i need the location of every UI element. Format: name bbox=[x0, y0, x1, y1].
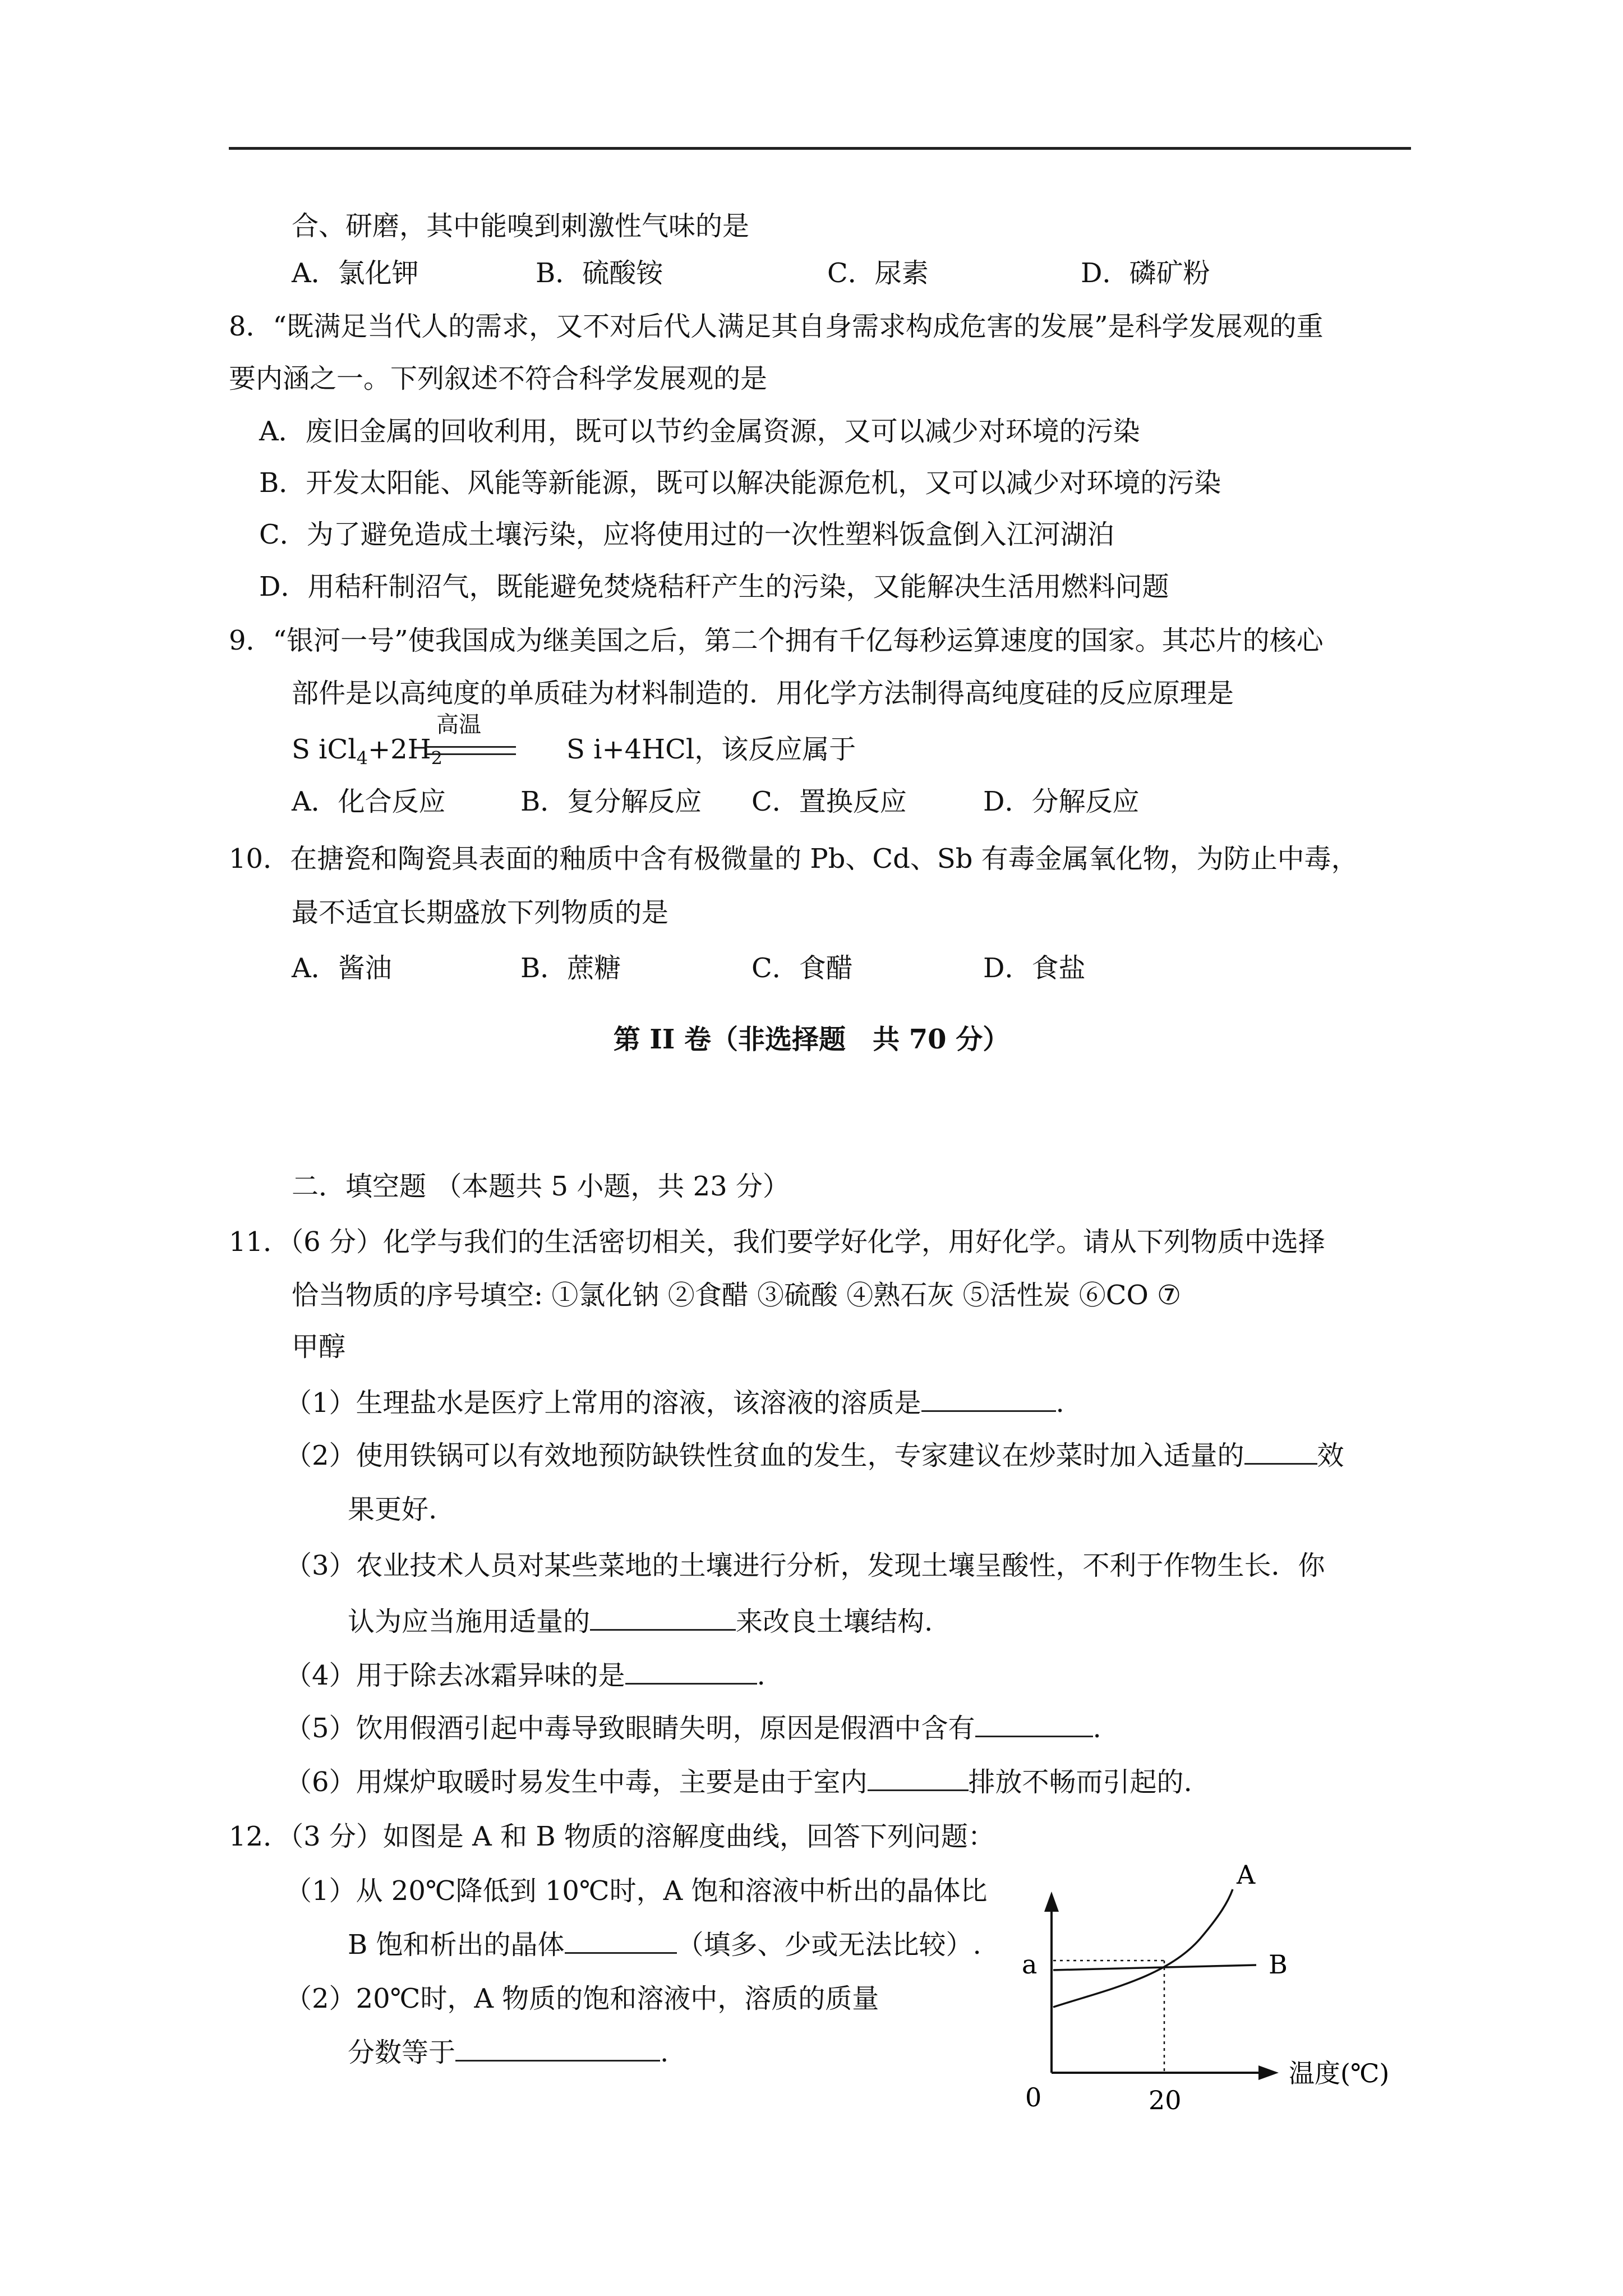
q11-stem-line3: 甲醇 bbox=[292, 1331, 346, 1363]
q11-sub2-cont: 果更好. bbox=[348, 1494, 437, 1525]
q12-sub1-cont: B 饱和析出的晶体 （填多、少或无法比较）. bbox=[348, 1927, 981, 1962]
q11-sub4: （4）用于除去冰霜异味的是 . bbox=[285, 1658, 766, 1693]
q11-sub5: （5）饮用假酒引起中毒导致眼睛失明，原因是假酒中含有 . bbox=[285, 1711, 1101, 1746]
q9-option-d: D．分解反应 bbox=[983, 786, 1140, 817]
q7-option-a: A．氯化钾 bbox=[292, 257, 419, 289]
q12-sub2-cont: 分数等于 . bbox=[348, 2035, 668, 2070]
q9-equation-right: S i+4HCl，该反应属于 bbox=[566, 734, 856, 765]
q12-sub1: （1）从 20℃降低到 10℃时，A 饱和溶液中析出的晶体比 bbox=[285, 1875, 988, 1907]
section-heading-fill-in: 二．填空题 （本题共 5 小题，共 23 分） bbox=[292, 1171, 790, 1202]
q10-option-d: D．食盐 bbox=[983, 953, 1086, 984]
q7-option-b: B．硫酸铵 bbox=[536, 257, 663, 289]
solubility-curve-figure bbox=[998, 1846, 1413, 2115]
q9-option-a: A．化合反应 bbox=[292, 786, 446, 817]
answer-blank[interactable] bbox=[1244, 1438, 1317, 1465]
curve-b bbox=[1053, 1965, 1256, 1970]
q10-option-b: B．蔗糖 bbox=[520, 953, 621, 984]
q7-option-c: C．尿素 bbox=[827, 257, 929, 289]
q10-option-c: C．食醋 bbox=[751, 953, 853, 984]
q9-stem-line1: 9．“银河一号”使我国成为继美国之后，第二个拥有千亿每秒运算速度的国家。其芯片的核心 bbox=[229, 625, 1324, 656]
q11-sub6: （6）用煤炉取暖时易发生中毒，主要是由于室内 排放不畅而引起的. bbox=[285, 1765, 1192, 1800]
part2-title: 第 II 卷（非选择题 共 70 分） bbox=[613, 1024, 1010, 1055]
q9-reaction-condition: 高温 bbox=[436, 712, 481, 738]
answer-blank[interactable] bbox=[975, 1711, 1093, 1737]
q8-stem-line1: 8．“既满足当代人的需求，又不对后代人满足其自身需求构成危害的发展”是科学发展观的重 bbox=[229, 311, 1324, 342]
q7-option-d: D．磷矿粉 bbox=[1081, 257, 1210, 289]
q12-sub2: （2）20℃时，A 物质的饱和溶液中，溶质的质量 bbox=[285, 1983, 879, 2014]
label-curve-b: B bbox=[1269, 1949, 1288, 1980]
q12-stem: 12．（3 分）如图是 A 和 B 物质的溶解度曲线，回答下列问题： bbox=[229, 1821, 995, 1852]
q11-stem-line2: 恰当物质的序号填空: ①氯化钠 ②食醋 ③硫酸 ④熟石灰 ⑤活性炭 ⑥CO ⑦ bbox=[292, 1280, 1182, 1311]
label-curve-a: A bbox=[1237, 1860, 1256, 1890]
label-a-value: a bbox=[1022, 1949, 1038, 1980]
q8-option-c: C．为了避免造成土壤污染，应将使用过的一次性塑料饭盒倒入江河湖泊 bbox=[259, 519, 1114, 550]
answer-blank[interactable] bbox=[625, 1658, 757, 1685]
header-rule bbox=[229, 147, 1411, 150]
answer-blank[interactable] bbox=[590, 1604, 736, 1631]
q10-stem-line2: 最不适宜长期盛放下列物质的是 bbox=[292, 897, 669, 928]
curve-a bbox=[1053, 1889, 1233, 2007]
q8-option-a: A．废旧金属的回收利用，既可以节约金属资源，又可以减少对环境的污染 bbox=[259, 416, 1140, 447]
label-x-tick-20: 20 bbox=[1149, 2085, 1182, 2115]
q11-sub3: （3）农业技术人员对某些菜地的土壤进行分析，发现土壤呈酸性，不利于作物生长．你 bbox=[285, 1550, 1325, 1581]
answer-blank[interactable] bbox=[868, 1765, 969, 1791]
q9-stem-line2: 部件是以高纯度的单质硅为材料制造的．用化学方法制得高纯度硅的反应原理是 bbox=[292, 678, 1234, 709]
answer-blank[interactable] bbox=[921, 1386, 1056, 1412]
q9-equation-left: S $iCl_4+2H_2$ bbox=[292, 734, 442, 769]
q10-stem-line1: 10．在搪瓷和陶瓷具表面的釉质中含有极微量的 Pb、Cd、Sb 有毒金属氧化物，为防止中毒， bbox=[229, 843, 1358, 875]
q11-sub3-cont: 认为应当施用适量的 来改良土壤结构. bbox=[348, 1604, 933, 1639]
q8-option-b: B．开发太阳能、风能等新能源，既可以解决能源危机，又可以减少对环境的污染 bbox=[259, 467, 1221, 499]
y-axis-arrow bbox=[1044, 1892, 1059, 1912]
q11-stem-line1: 11．（6 分）化学与我们的生活密切相关，我们要学好化学，用好化学。请从下列物质中选择 bbox=[229, 1226, 1325, 1258]
q11-sub2: （2）使用铁锅可以有效地预防缺铁性贫血的发生，专家建议在炒菜时加入适量的 效 bbox=[285, 1438, 1344, 1473]
answer-blank[interactable] bbox=[565, 1927, 677, 1954]
q10-option-a: A．酱油 bbox=[292, 953, 392, 984]
q7-stem-cont: 合、研磨，其中能嗅到刺激性气味的是 bbox=[292, 210, 750, 242]
q9-option-c: C．置换反应 bbox=[751, 786, 907, 817]
q9-reaction-equals-sign bbox=[426, 746, 516, 755]
label-x-axis: 温度(℃) bbox=[1289, 2058, 1390, 2088]
q9-option-b: B．复分解反应 bbox=[520, 786, 702, 817]
answer-blank[interactable] bbox=[455, 2035, 660, 2062]
label-origin: 0 bbox=[1025, 2082, 1042, 2113]
q8-stem-line2: 要内涵之一。下列叙述不符合科学发展观的是 bbox=[229, 363, 768, 394]
q8-option-d: D．用秸秆制沼气，既能避免焚烧秸秆产生的污染，又能解决生活用燃料问题 bbox=[259, 571, 1169, 602]
x-axis-arrow bbox=[1258, 2065, 1279, 2080]
q11-sub1: （1）生理盐水是医疗上常用的溶液，该溶液的溶质是 . bbox=[285, 1386, 1064, 1420]
